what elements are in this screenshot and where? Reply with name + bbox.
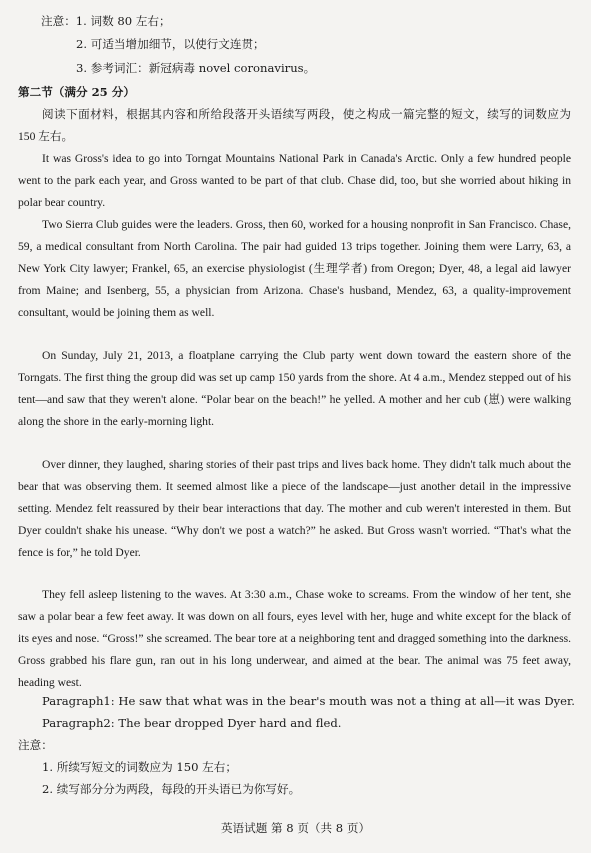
note-line-2: 2. 可适当增加细节，以使行文连贯； bbox=[76, 37, 265, 51]
note-line-1: 注意：1. 词数 80 左右； bbox=[41, 14, 171, 28]
continuation-paragraph-1: Paragraph1: He saw that what was in the bear's mouth was not a thing at all—it was Dyer. bbox=[42, 694, 575, 708]
notes-bottom-item-1: 1. 所续写短文的词数应为 150 左右； bbox=[42, 760, 237, 774]
page-footer: 英语试题 第 8 页（共 8 页） bbox=[220, 821, 371, 835]
continuation-paragraph-2: Paragraph2: The bear dropped Dyer hard and fled. bbox=[42, 716, 342, 730]
story-paragraph-2: Two Sierra Club guides were the leaders. Gross, then 60, worked for a housing nonprofit in San Francisco. Chase, 59, a medical consultant from North Carolina. The pair had guided 13 trips together. Joining them were Larry, 63, a New York City lawyer; Frankel, 65, an exercise physiologist (生理学者) from Oregon; Dyer, 48, a legal aid lawyer from Maine; and Isenberg, 55, a physician from Arizona. Chase's husband, Mendez, 63, a quality-improvement consultant, would be joining them as well. bbox=[18, 218, 571, 319]
note-line-3: 3. 参考词汇：新冠病毒 novel coronavirus。 bbox=[76, 61, 316, 75]
instructions: 阅读下面材料，根据其内容和所给段落开头语续写两段，使之构成一篇完整的短文，续写的词数应为 150 左右。 bbox=[18, 108, 571, 143]
story-paragraph-4: Over dinner, they laughed, sharing stories of their past trips and lives back home. They didn't talk much about the bear that was observing them. It seemed almost like a piece of the landscape—just another detail in the impressive setting. Mendez felt reassured by their bear interactions that day. The mother and cub weren't interested in them. But Dyer couldn't shake his unease. “Why don't we post a watch?” he asked. But Gross wasn't worried. “That's what the fence is for,” he told Dyer. bbox=[18, 458, 571, 559]
story-paragraph-3: On Sunday, July 21, 2013, a floatplane carrying the Club party went down toward the eastern shore of the Torngats. The first thing the group did was set up camp 150 yards from the shore. At 4 a.m., Mendez stepped out of his tent—and saw that they weren't alone. “Polar bear on the beach!” he yelled. A mother and her cub (崽) were walking along the shore in the early-morning light. bbox=[18, 349, 571, 428]
notes-bottom-title: 注意： bbox=[18, 738, 53, 752]
notes-bottom-item-2: 2. 续写部分分为两段，每段的开头语已为你写好。 bbox=[42, 782, 301, 796]
section-title: 第二节（满分 25 分） bbox=[18, 85, 135, 99]
story-paragraph-5: They fell asleep listening to the waves. At 3:30 a.m., Chase woke to screams. From the window of her tent, she saw a polar bear a few feet away. It was down on all fours, eyes level with her, huge and white except for the black of its eyes and nose. “Gross!” she screamed. The bear tore at a neighboring tent and dragged something into the darkness. Gross grabbed his flare gun, ran out in his long underwear, and aimed at the bear. The animal was 75 feet away, heading west. bbox=[18, 588, 571, 689]
story-paragraph-1: It was Gross's idea to go into Torngat Mountains National Park in Canada's Arctic. Only a few hundred people went to the park each year, and Gross wanted to be part of that club. Chase did, too, but she worried about hiking in polar bear country. bbox=[18, 152, 571, 209]
